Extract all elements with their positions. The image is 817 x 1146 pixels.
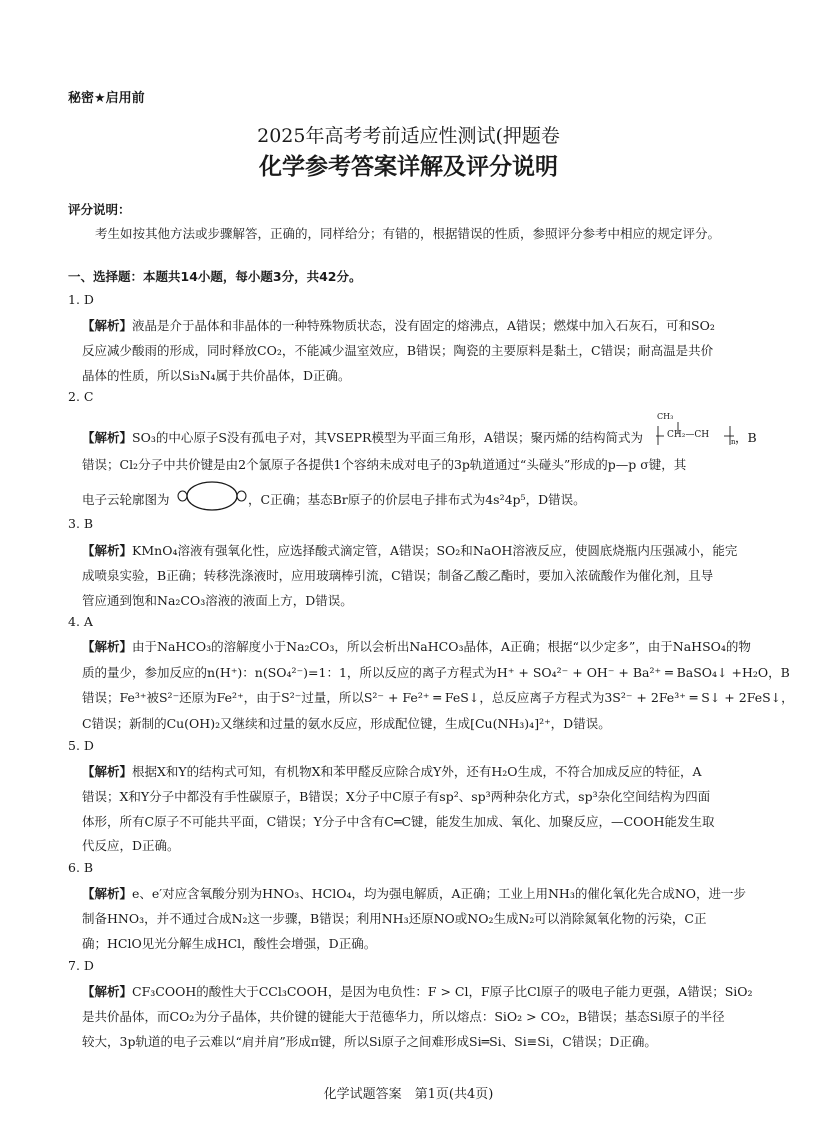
analysis-line: C错误；新制的Cu(OH)₂又继续和过量的氨水反应，形成配位键，生成[Cu(NH₃)₄]²⁺，D错误。 bbox=[82, 716, 611, 731]
analysis-line: 电子云轮廓图为 bbox=[82, 492, 170, 507]
analysis-line: 错误；Fe³⁺被S²⁻还原为Fe²⁺，由于S²⁻过量，所以S²⁻ + Fe²⁺ ═ FeS↓，总反应离子方程式为3S²⁻ + 2Fe³⁺ ═ S↓ + 2FeS↓， bbox=[82, 690, 794, 705]
analysis-line: 确；HClO见光分解生成HCl，酸性会增强，D正确。 bbox=[82, 936, 377, 951]
confidential-mark: 秘密★启用前 bbox=[68, 91, 145, 106]
question-number: 2. C bbox=[68, 389, 94, 404]
analysis-label: 【解析】 bbox=[82, 886, 133, 901]
polymer-methyl: CH₃ bbox=[657, 412, 674, 421]
question-number: 3. B bbox=[68, 516, 94, 531]
question-number: 1. D bbox=[68, 292, 94, 307]
analysis-line: 代反应，D正确。 bbox=[82, 838, 180, 853]
p-p-sigma-orbital-diagram bbox=[176, 479, 248, 513]
analysis-line: 体形，所有C原子不可能共平面，C错误；Y分子中含有C═C键，能发生加成、氧化、加聚反应，—COOH能发生取 bbox=[82, 814, 715, 829]
analysis-line: 【解析】由于NaHCO₃的溶解度小于Na₂CO₃，所以会析出NaHCO₃晶体，A正确；根据“以少定多”，由于NaHSO₄的物 bbox=[82, 639, 751, 654]
question-number: 4. A bbox=[68, 614, 93, 629]
analysis-line: 制备HNO₃，并不通过合成N₂这一步骤，B错误；利用NH₃还原NO或NO₂生成N₂可以消除氮氧化物的污染，C正 bbox=[82, 911, 707, 926]
analysis-label: 【解析】 bbox=[82, 764, 133, 779]
section-heading: 一、选择题：本题共14小题，每小题3分，共42分。 bbox=[68, 269, 362, 284]
polymer-chain: CH₂—CH bbox=[667, 430, 710, 440]
analysis-line: 质的量少，参加反应的n(H⁺)：n(SO₄²⁻)=1：1，所以反应的离子方程式为H⁺ + SO₄²⁻ + OH⁻ + Ba²⁺ ═ BaSO₄↓ +H₂O，B bbox=[82, 665, 790, 680]
analysis-line: ，C正确；基态Br原子的价层电子排布式为4s²4p⁵，D错误。 bbox=[248, 492, 586, 507]
question-number: 6. B bbox=[68, 860, 94, 875]
page-footer: 化学试题答案 第1页(共4页) bbox=[323, 1087, 494, 1102]
analysis-line: 【解析】液晶是介于晶体和非晶体的一种特殊物质状态，没有固定的熔沸点，A错误；燃煤中加入石灰石，可和SO₂ bbox=[82, 318, 715, 333]
analysis-line: 【解析】SO₃的中心原子S没有孤电子对，其VSEPR模型为平面三角形，A错误；聚丙烯的结构简式为 bbox=[82, 430, 643, 445]
analysis-line: 管应通到饱和Na₂CO₃溶液的液面上方，D错误。 bbox=[82, 593, 353, 608]
analysis-label: 【解析】 bbox=[82, 318, 133, 333]
analysis-line: 【解析】KMnO₄溶液有强氧化性，应选择酸式滴定管，A错误；SO₂和NaOH溶液反应，使圆底烧瓶内压强减小，能完 bbox=[82, 543, 738, 558]
analysis-line: 【解析】根据X和Y的结构式可知，有机物X和苯甲醛反应除合成Y外，还有H₂O生成，不符合加成反应的特征，A bbox=[82, 764, 702, 779]
document-title: 化学参考答案详解及评分说明 bbox=[259, 154, 558, 180]
analysis-line: 【解析】e、e′对应含氧酸分别为HNO₃、HClO₄，均为强电解质，A正确；工业上用NH₃的催化氧化先合成NO，进一步 bbox=[82, 886, 747, 901]
analysis-label: 【解析】 bbox=[82, 543, 133, 558]
question-number: 5. D bbox=[68, 738, 94, 753]
analysis-line: 晶体的性质，所以Si₃N₄属于共价晶体，D正确。 bbox=[82, 368, 351, 383]
analysis-label: 【解析】 bbox=[82, 984, 133, 999]
scoring-heading: 评分说明： bbox=[68, 202, 131, 217]
analysis-label: 【解析】 bbox=[82, 430, 133, 445]
analysis-line: 是共价晶体，而CO₂为分子晶体，共价键的键能大于范德华力，所以熔点：SiO₂ > CO₂，B错误；基态Si原子的半径 bbox=[82, 1009, 725, 1024]
analysis-label: 【解析】 bbox=[82, 639, 133, 654]
analysis-line: 反应减少酸雨的形成，同时释放CO₂，不能减少温室效应，B错误；陶瓷的主要原料是黏土，C错误；耐高温是共价 bbox=[82, 343, 714, 358]
exam-title: 2025年高考考前适应性测试(押题卷 bbox=[257, 125, 560, 147]
scoring-text: 考生如按其他方法或步骤解答，正确的，同样给分；有错的，根据错误的性质，参照评分参考中相应的规定评分。 bbox=[95, 226, 721, 241]
question-number: 7. D bbox=[68, 958, 94, 973]
polymer-subscript: n bbox=[731, 438, 736, 446]
analysis-line-tail: ，B bbox=[735, 430, 757, 445]
analysis-line: 较大，3p轨道的电子云难以“肩并肩”形成π键，所以Si原子之间难形成Si═Si、Si≡Si，C错误；D正确。 bbox=[82, 1034, 657, 1049]
analysis-line: 成喷泉实验，B正确；转移洗涤液时，应用玻璃棒引流，C错误；制备乙酸乙酯时，要加入浓硫酸作为催化剂，且导 bbox=[82, 568, 714, 583]
analysis-line: 【解析】CF₃COOH的酸性大于CCl₃COOH，是因为电负性：F > Cl，F原子比Cl原子的吸电子能力更强，A错误；SiO₂ bbox=[82, 984, 753, 999]
analysis-line: 错误；Cl₂分子中共价键是由2个氯原子各提供1个容纳未成对电子的3p轨道通过“头碰头”形成的p—p σ键，其 bbox=[82, 457, 687, 472]
analysis-line: 错误；X和Y分子中都没有手性碳原子，B错误；X分子中C原子有sp²、sp³两种杂化方式，sp³杂化空间结构为四面 bbox=[82, 789, 711, 804]
